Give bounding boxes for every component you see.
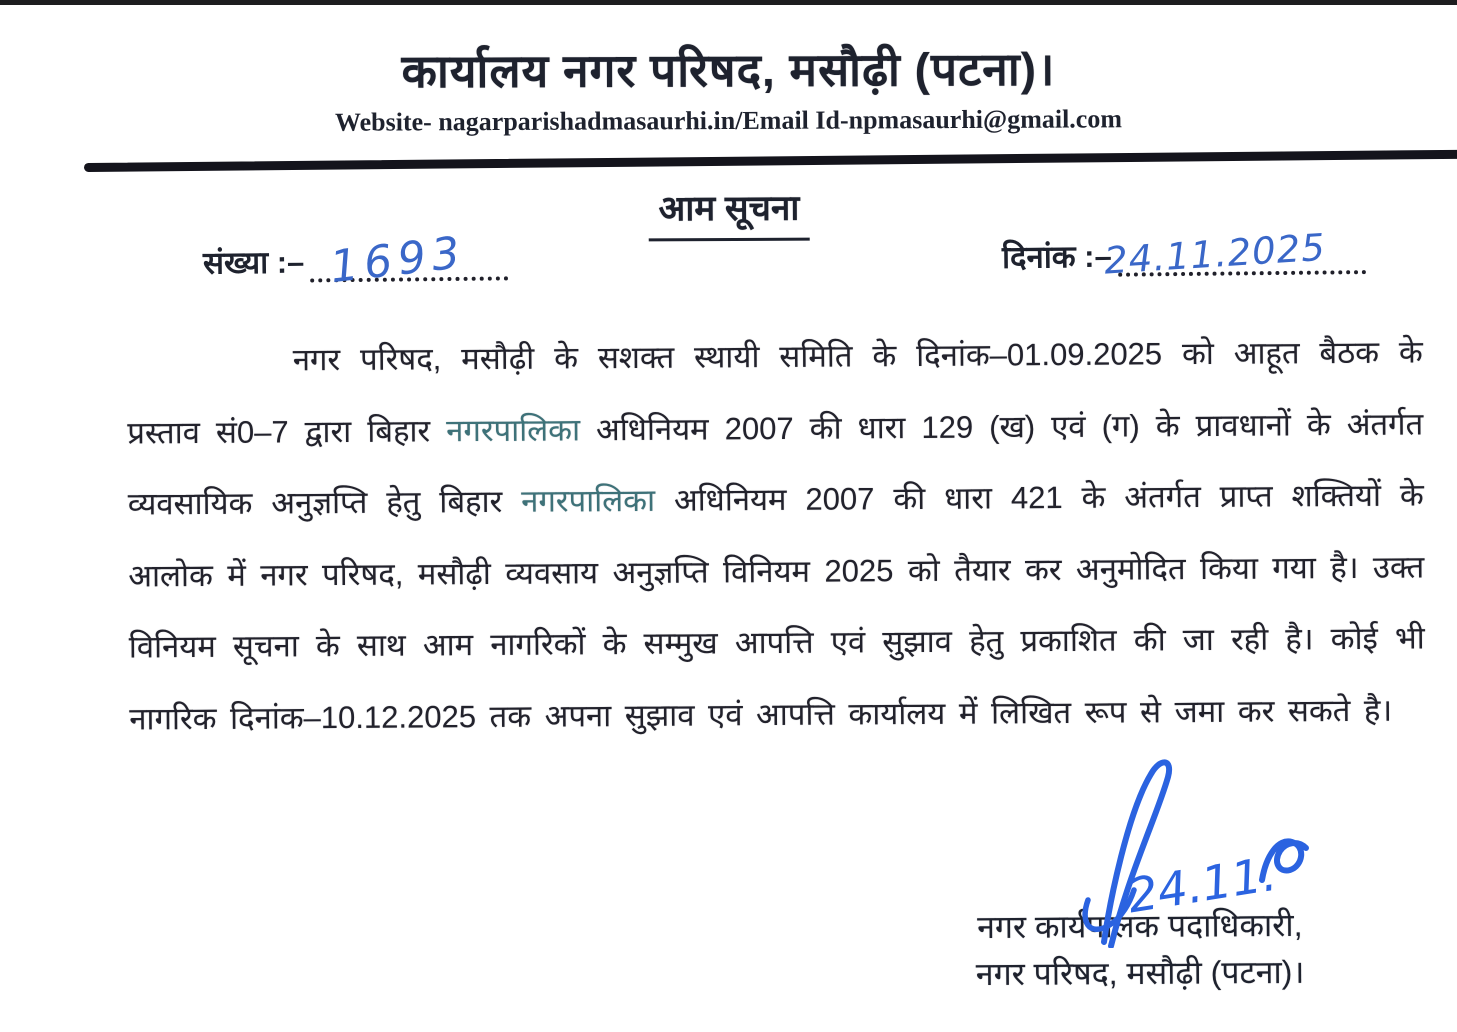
website-email-line: Website- nagarparishadmasaurhi.in/Email Id-npmasaurhi@gmail.com bbox=[334, 104, 1123, 137]
signature-designation-line2: नगर परिषद, मसौढ़ी (पटना)। bbox=[975, 953, 1305, 993]
body-segment: अधिनियम 2007 की धारा 129 (ख) एवं (ग) के प्रावधानों के अंतर्गत व्यवसायिक अनुज्ञप्ति हेतु बिहार bbox=[127, 405, 1424, 522]
signature-scribble bbox=[1056, 750, 1356, 948]
notice-title: आम सूचना bbox=[648, 184, 809, 242]
notice-number-label: संख्या :– bbox=[202, 244, 305, 281]
notice-number-block bbox=[202, 226, 509, 294]
body-segment: अधिनियम 2007 की धारा 421 के अंतर्गत प्राप्त शक्तियों के आलोक में नगर परिषद, मसौढ़ी व्यवसाय अनुज्ञप्ति विनियम 2025 को तैयार कर अनुमोदित किया गया है। उक्त विनियम सूचना के साथ आम नागरिकों के सम्मुख आपत्ति एवं सुझाव हेतु प्रकाशित की जा रही है। कोई भी नागरिक दिनांक–10.12.2025 तक अपना सुझाव एवं आपत्ति कार्यालय में लिखित रूप से जमा कर सकते है। bbox=[128, 477, 1425, 737]
header-divider-rule bbox=[84, 150, 1457, 172]
office-title: कार्यालय नगर परिषद, मसौढ़ी (पटना)। bbox=[401, 42, 1056, 98]
body-segment-municipality-word: नगरपालिका bbox=[521, 482, 656, 519]
notice-number-dotted-line bbox=[310, 226, 508, 294]
body-segment-municipality-word: नगरपालिका bbox=[446, 411, 581, 448]
notice-date-dotted-line bbox=[1102, 225, 1366, 283]
signature-designation-line1: नगर कार्यपालक पदाधिकारी, bbox=[977, 906, 1303, 946]
notice-date-block bbox=[1001, 225, 1366, 283]
notice-body bbox=[127, 316, 1426, 754]
notice-date-label: दिनांक :– bbox=[1001, 238, 1112, 275]
scan-top-edge bbox=[0, 0, 1457, 5]
notice-date-handwritten: 24.11.2025 bbox=[1102, 225, 1327, 283]
notice-number-handwritten: 1693 bbox=[327, 226, 469, 294]
body-segment: नगर परिषद, मसौढ़ी के सशक्त स्थायी समिति के दिनांक–01.09.2025 को आहूत बैठक के प्रस्ताव सं0–7 द्वारा बिहार bbox=[127, 334, 1423, 451]
signature-date-note: 24.11. bbox=[1123, 846, 1281, 925]
